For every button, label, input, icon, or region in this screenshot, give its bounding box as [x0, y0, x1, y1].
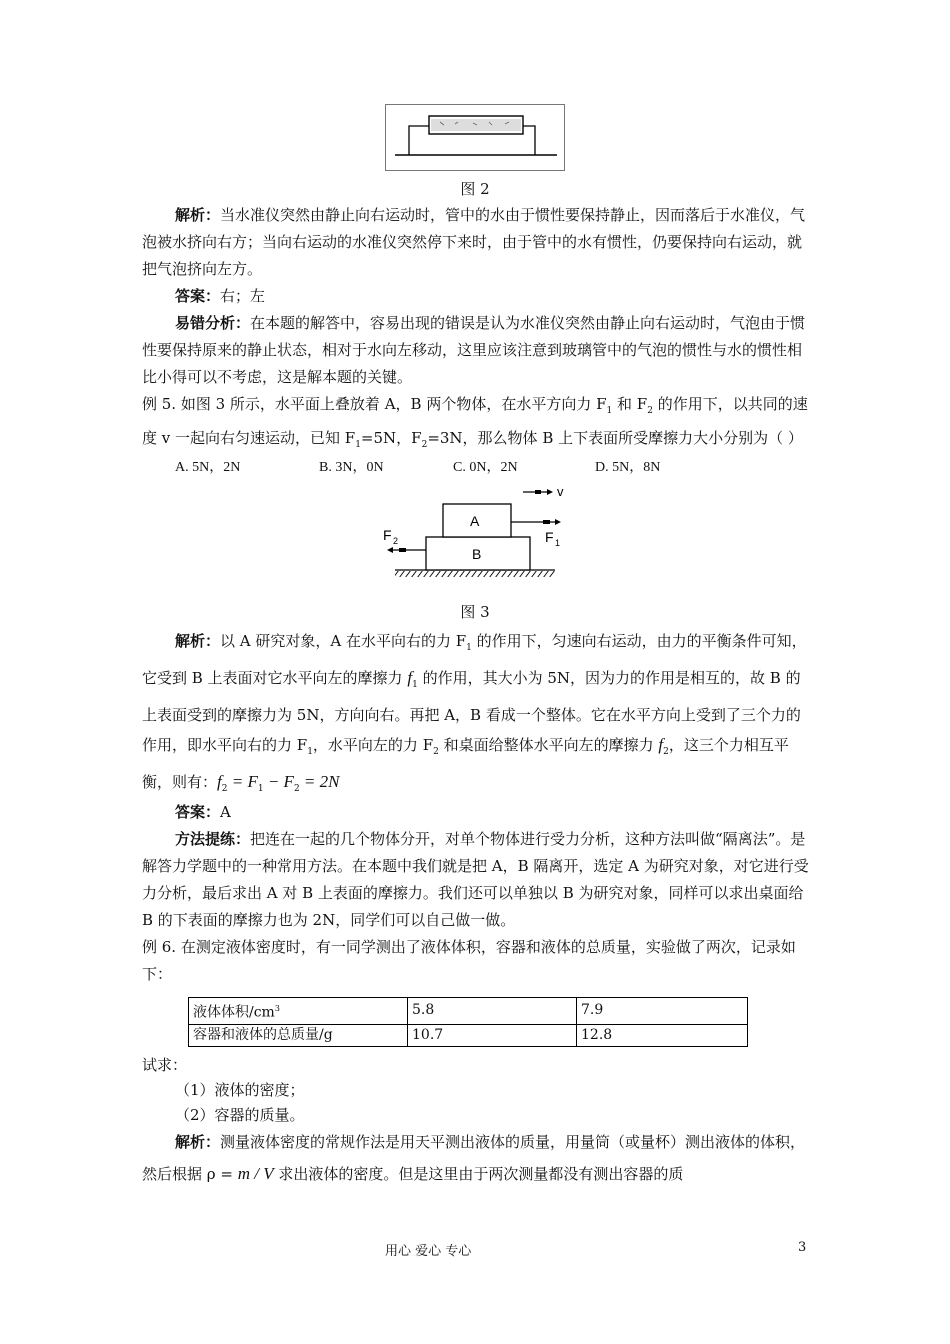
example-5-question: 例 5. 如图 3 所示，水平面上叠放着 A，B 两个物体，在水平方向力 $F_1$ 和 $F_2$ 的作用下，以共同的速度 v 一起向右匀速运动，已知 $F_1=5N$，$F_2=3N$，那么物体 B 上下表面所受摩擦力大小分别为（ ）	[142, 395, 808, 450]
table-cell: 5.8	[408, 998, 577, 1025]
record-table	[188, 997, 748, 1047]
table-header-cell: 液体体积$/cm^3$	[189, 998, 408, 1025]
analysis-2: 解析：以 A 研究对象，A 在水平向右的力 $F_1$ 的作用下，匀速向右运动，由力的平衡条件可知，它受到 B 上表面对它水平向左的摩擦力 $f_1$ 的作用，其大小为 5N，因为力的作用是相互的，故 B 的上表面受到的摩擦力为 5N，方向向右。再把 A，B 看成一个整体。它在水平方向上受到了三个力的作用，即水平向右的力 $F_1$，水平向左的力 $F_2$ 和桌面给整体水平向左的摩擦力 $f_2$，这三个力相互平衡，则有：$f_2 = F_1 - F_2 = 2N$	[142, 632, 807, 794]
table-row	[189, 1024, 748, 1046]
label-f1: F	[545, 529, 554, 545]
page-number: 3	[798, 1240, 807, 1255]
question-2: （2）容器的质量。	[175, 1106, 305, 1124]
table-cell: 10.7	[408, 1024, 577, 1046]
error-analysis: 易错分析：在本题的解答中，容易出现的错误是认为水准仪突然由静止向右运动时，气泡由于惯性要保持原来的静止状态，相对于水向左移动，这里应该注意到玻璃管中的气泡的惯性与水的惯性相比小得可以不考虑，这是解本题的关键。	[142, 314, 806, 386]
figure-3-blocks-diagram	[375, 482, 585, 582]
footer-motto: 用心 爱心 专心	[385, 1244, 472, 1259]
option-b: B. 3N，0N	[319, 460, 384, 475]
answer-1: 答案：右；左	[175, 287, 266, 305]
analysis-3: 解析：测量液体密度的常规作法是用天平测出液体的质量，用量筒（或量杯）测出液体的体积，然后根据 ρ = m / V 求出液体的密度。但是这里由于两次测量都没有测出容器的质	[142, 1133, 806, 1183]
option-a: A. 5N，2N	[175, 460, 241, 475]
option-d: D. 5N，8N	[595, 460, 661, 475]
table-row	[189, 998, 748, 1025]
method-summary: 方法提练：把连在一起的几个物体分开，对单个物体进行受力分析，这种方法叫做“隔离法”。是解答力学题中的一种常用方法。在本题中我们就是把 A，B 隔离开，选定 A 为研究对象，对它进行受力分析，最后求出 A 对 B 上表面的摩擦力。我们还可以单独以 B 为研究对象，同样可以求出桌面给 B 的下表面的摩擦力也为 2N，同学们可以自己做一做。	[142, 830, 809, 929]
label-a: A	[470, 513, 480, 529]
answer-2: 答案：A	[175, 803, 231, 821]
label-f1-sub: 1	[555, 538, 561, 548]
table-cell: 7.9	[577, 998, 748, 1025]
figure-2-level-diagram	[385, 104, 565, 174]
label-b: B	[472, 546, 482, 562]
figure-3-caption: 图 3	[460, 603, 490, 621]
figure-2-caption: 图 2	[460, 180, 490, 198]
option-c: C. 0N，2N	[453, 460, 518, 475]
example-6-question: 例 6. 在测定液体密度时，有一同学测出了液体体积，容器和液体的总质量，实验做了两次，记录如下：	[142, 938, 796, 983]
analysis-1: 解析：当水准仪突然由静止向右运动时，管中的水由于惯性要保持静止，因而落后于水准仪，气泡被水挤向右方；当向右运动的水准仪突然停下来时，由于管中的水有惯性，仍要保持向右运动，就把气泡挤向左方。	[142, 206, 806, 278]
label-f2-sub: 2	[393, 536, 399, 546]
table-cell: 12.8	[577, 1024, 748, 1046]
label-f2: F	[383, 527, 392, 543]
question-intro: 试求：	[142, 1056, 188, 1074]
table-header-cell: 容器和液体的总质量/g	[189, 1024, 408, 1046]
question-1: （1）液体的密度；	[175, 1081, 305, 1099]
label-v: v	[557, 484, 564, 499]
